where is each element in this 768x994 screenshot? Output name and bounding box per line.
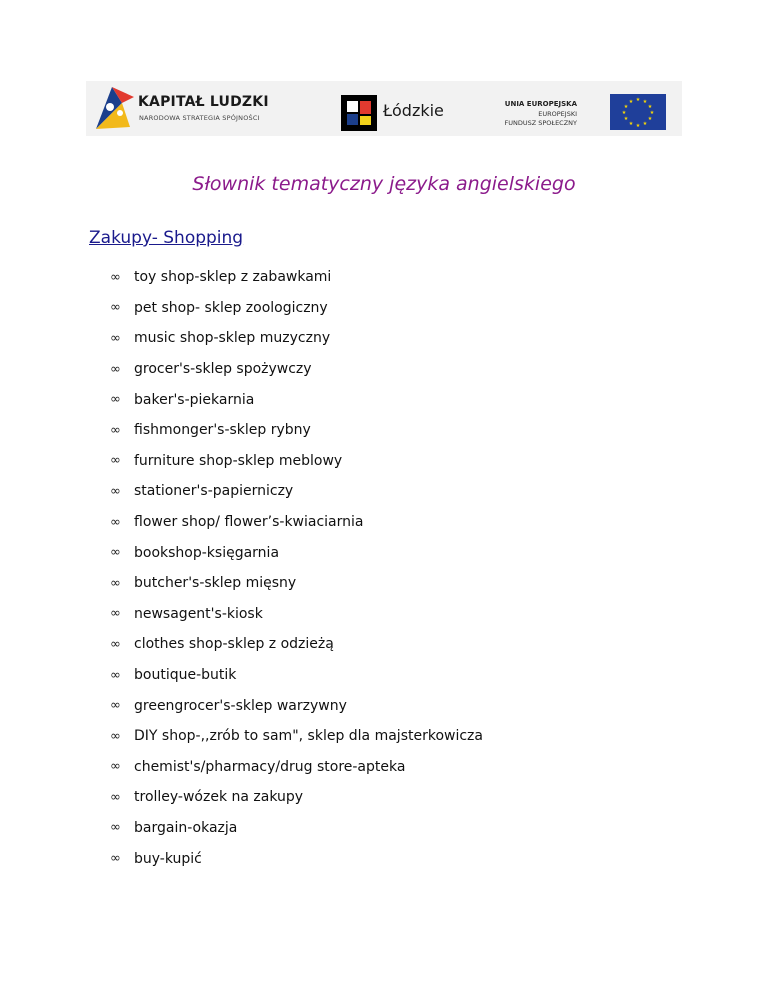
svg-text:★: ★ [642, 99, 648, 105]
vocab-text: chemist's/pharmacy/drug store-apteka [134, 758, 406, 775]
vocab-text: greengrocer's-sklep warzywny [134, 697, 347, 714]
svg-text:★: ★ [628, 121, 634, 127]
svg-text:★: ★ [623, 116, 629, 122]
vocab-item [110, 415, 483, 446]
vocab-item [110, 262, 483, 293]
vocab-text: newsagent's-kiosk [134, 605, 263, 622]
vocab-text: stationer's-papierniczy [134, 483, 294, 500]
vocab-item [110, 782, 483, 813]
vocab-item [110, 813, 483, 844]
bullet-icon: ∞ [110, 361, 121, 377]
svg-text:★: ★ [623, 104, 629, 110]
kapital-ludzki-subtitle: NARODOWA STRATEGIA SPÓJNOŚCI [139, 114, 260, 122]
bullet-icon: ∞ [110, 606, 121, 622]
vocab-item [110, 629, 483, 660]
svg-text:★: ★ [635, 123, 641, 129]
vocab-text: toy shop-sklep z zabawkami [134, 269, 332, 286]
bullet-icon: ∞ [110, 483, 121, 499]
bullet-icon: ∞ [110, 820, 121, 836]
vocab-item [110, 354, 483, 385]
svg-text:★: ★ [647, 116, 653, 122]
svg-text:★: ★ [628, 99, 634, 105]
bullet-icon: ∞ [110, 392, 121, 408]
vocab-text: clothes shop-sklep z odzieżą [134, 636, 334, 653]
bullet-icon: ∞ [110, 453, 121, 469]
vocab-item [110, 843, 483, 874]
ue-subtitle [504, 110, 577, 128]
vocab-list [110, 262, 483, 874]
vocab-text: music shop-sklep muzyczny [134, 330, 331, 347]
bullet-icon: ∞ [110, 728, 121, 744]
bullet-icon: ∞ [110, 698, 121, 714]
vocab-item [110, 660, 483, 691]
vocab-item [110, 476, 483, 507]
vocab-text: trolley-wózek na zakupy [134, 789, 304, 806]
vocab-item [110, 752, 483, 783]
bullet-icon: ∞ [110, 269, 121, 285]
ue-line1: EUROPEJSKI [538, 110, 577, 118]
vocab-text: buy-kupić [134, 850, 202, 867]
vocab-item [110, 446, 483, 477]
lodzkie-logo [341, 95, 377, 131]
bullet-icon: ∞ [110, 330, 121, 346]
bullet-icon: ∞ [110, 851, 121, 867]
bullet-icon: ∞ [110, 789, 121, 805]
vocab-item [110, 721, 483, 752]
bullet-icon: ∞ [110, 422, 121, 438]
section-heading: Zakupy- Shopping [89, 228, 244, 248]
svg-text:★: ★ [642, 121, 648, 127]
bullet-icon: ∞ [110, 759, 121, 775]
svg-text:★: ★ [621, 110, 627, 116]
document-title: Słownik tematyczny języka angielskiego [192, 173, 576, 195]
bullet-icon: ∞ [110, 636, 121, 652]
ue-title: UNIA EUROPEJSKA [504, 100, 577, 108]
vocab-item [110, 384, 483, 415]
lodzkie-name: Łódzkie [383, 101, 444, 120]
vocab-text: boutique-butik [134, 667, 237, 684]
eu-flag-icon [610, 94, 666, 130]
ue-line2: FUNDUSZ SPOŁECZNY [504, 119, 577, 127]
bullet-icon: ∞ [110, 667, 121, 683]
vocab-text: flower shop/ flower’s-kwiaciarnia [134, 514, 364, 531]
vocab-item [110, 568, 483, 599]
svg-text:★: ★ [635, 97, 641, 103]
kapital-ludzki-title: KAPITAŁ LUDZKI [138, 94, 269, 110]
vocab-item [110, 599, 483, 630]
vocab-text: pet shop- sklep zoologiczny [134, 299, 328, 316]
vocab-item [110, 507, 483, 538]
vocab-text: butcher's-sklep mięsny [134, 575, 297, 592]
bullet-icon: ∞ [110, 545, 121, 561]
vocab-text: fishmonger's-sklep rybny [134, 422, 311, 439]
vocab-item [110, 537, 483, 568]
bullet-icon: ∞ [110, 300, 121, 316]
vocab-text: DIY shop-,,zrób to sam", sklep dla majsterkowicza [134, 728, 483, 745]
logo-banner [86, 81, 682, 136]
bullet-icon: ∞ [110, 575, 121, 591]
vocab-text: grocer's-sklep spożywczy [134, 361, 312, 378]
vocab-text: baker's-piekarnia [134, 391, 255, 408]
vocab-item [110, 293, 483, 324]
vocab-item [110, 690, 483, 721]
vocab-text: bookshop-księgarnia [134, 544, 280, 561]
bullet-icon: ∞ [110, 514, 121, 530]
svg-text:★: ★ [647, 104, 653, 110]
kapital-ludzki-logo [92, 83, 138, 133]
vocab-item [110, 323, 483, 354]
vocab-text: furniture shop-sklep meblowy [134, 452, 343, 469]
svg-text:★: ★ [649, 110, 655, 116]
vocab-text: bargain-okazja [134, 819, 238, 836]
